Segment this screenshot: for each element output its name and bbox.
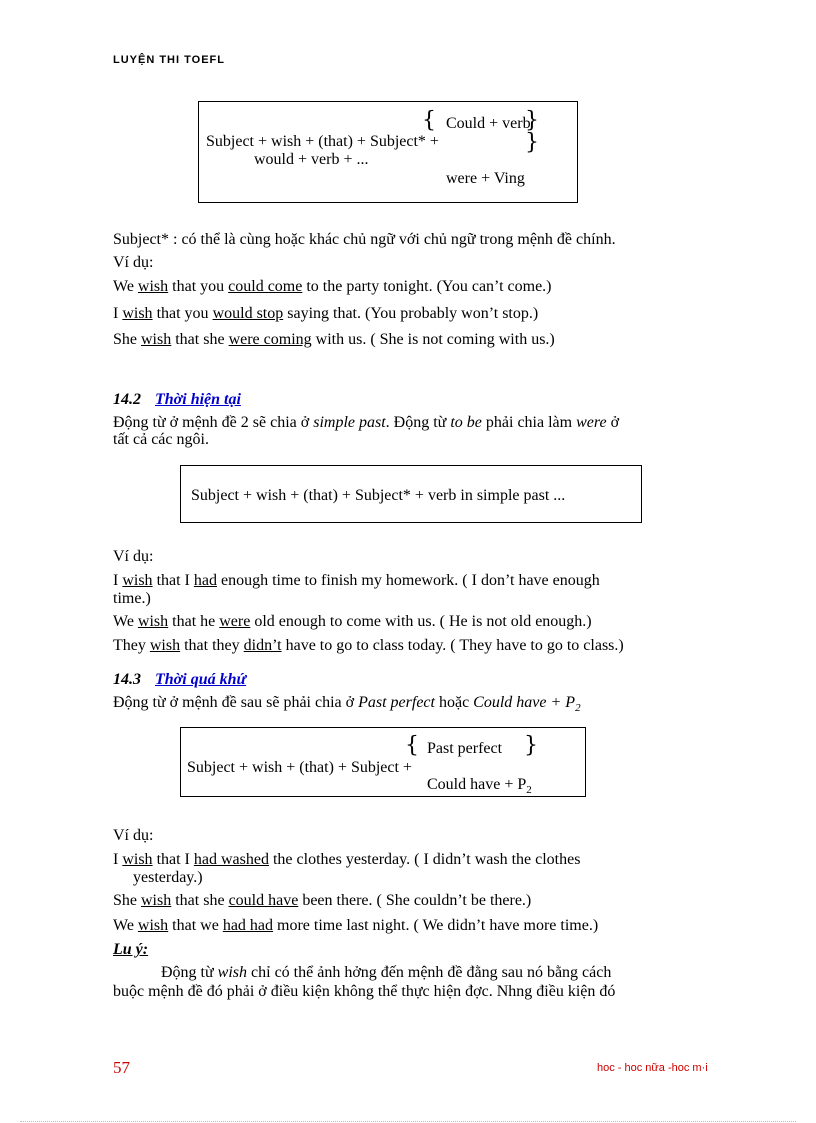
example-sentence: I wish that you would stop saying that. (You probably won’t stop.)	[113, 305, 539, 322]
example-sentence: She wish that she could have been there. ( She couldn’t be there.)	[113, 892, 532, 909]
section-link-present[interactable]: Thời hiện tại	[155, 391, 241, 408]
example-sentence-cont: yesterday.)	[133, 869, 203, 886]
example-sentence: They wish that they didn’t have to go to class today. ( They have to go to class.)	[113, 637, 624, 654]
formula-main: Subject + wish + (that) + Subject* + verb in simple past ...	[191, 487, 566, 504]
section-paragraph: Động từ ở mệnh đề 2 sẽ chia ở simple past. Động từ to be phải chia làm were ở	[113, 414, 620, 431]
example-sentence: We wish that we had had more time last night. ( We didn’t have more time.)	[113, 917, 599, 934]
formula-option-were: were + Ving	[446, 170, 525, 187]
example-label: Ví dụ:	[113, 548, 154, 565]
example-sentence: We wish that he were old enough to come with us. ( He is not old enough.)	[113, 613, 592, 630]
example-label: Ví dụ:	[113, 827, 154, 844]
example-label: Ví dụ:	[113, 254, 154, 271]
right-brace: }	[525, 108, 539, 133]
section-heading-14-2: 14.2 Thời hiện tại	[113, 391, 241, 408]
example-sentence: We wish that you could come to the party tonight. (You can’t come.)	[113, 278, 552, 295]
right-brace: }	[525, 130, 539, 155]
example-sentence: I wish that I had enough time to finish my homework. ( I don’t have enough	[113, 572, 600, 589]
formula-option-could-have: Could have + $P_2$	[427, 776, 532, 797]
formula-main: Subject + wish + (that) + Subject* +	[206, 133, 439, 150]
page-number: 57	[113, 1058, 130, 1077]
note-subject: Subject* : có thể là cùng hoặc khác chủ ngữ với chủ ngữ trong mệnh đề chính.	[113, 231, 616, 248]
section-paragraph: Động từ ở mệnh đề sau sẽ phải chia ở Past perfect hoặc Could have + $P_2$	[113, 694, 581, 715]
section-heading-14-3: 14.3 Thời quá khứ	[113, 671, 247, 688]
formula-option-could: Could + verb	[446, 115, 531, 132]
note-paragraph: Động từ wish chỉ có thể ảnh hởng đến mệnh đề đằng sau nó bằng cách	[161, 964, 612, 981]
left-brace: {	[405, 733, 419, 758]
note-paragraph-line2: buộc mệnh đề đó phải ở điều kiện không thể thực hiện đợc. Nhng điều kiện đó	[113, 983, 616, 1000]
footer-slogan: hoc - hoc nữa -hoc m·i	[597, 1062, 708, 1074]
example-sentence: I wish that I had washed the clothes yesterday. ( I didn’t wash the clothes	[113, 851, 581, 868]
right-brace: }	[524, 733, 538, 758]
page-divider	[20, 1121, 796, 1122]
example-sentence: She wish that she were coming with us. ( She is not coming with us.)	[113, 331, 555, 348]
formula-option-past-perfect: Past perfect	[427, 740, 503, 757]
running-header: LUYỆN THI TOEFL	[113, 54, 225, 66]
section-link-past[interactable]: Thời quá khứ	[155, 671, 247, 688]
formula-option-would: would + verb + ...	[254, 151, 369, 168]
formula-main: Subject + wish + (that) + Subject +	[187, 759, 412, 776]
example-sentence-cont: time.)	[113, 590, 151, 607]
note-heading: Lu ý:	[113, 941, 149, 958]
section-paragraph-line2: tất cả các ngôi.	[113, 431, 209, 448]
left-brace: {	[422, 108, 436, 133]
